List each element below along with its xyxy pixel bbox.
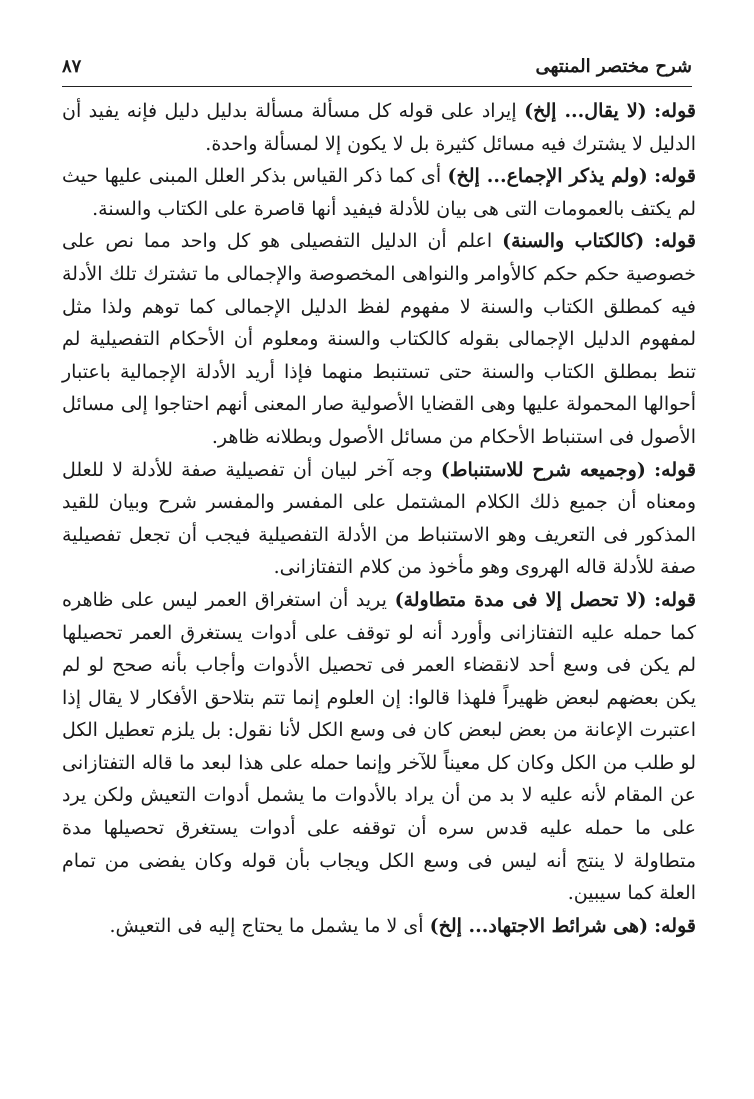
paragraph-2 [62,160,696,225]
paragraph-text: وجه آخر لبيان أن تفصيلية صفة للأدلة لا للعلل ومعناه أن جميع ذلك الكلام المشتمل على المفسر والمفسر شرح وبيان للقيد المذكور فى التعريف وهو الاستنباط من الأدلة التفصيلية فيجب أن تجعل تفصيلية صفة للأدلة قاله الهروى وهو مأخوذ من كلام التفتازانى. [62,458,696,579]
paragraph-label: قوله: [654,458,697,481]
body-text [62,95,696,942]
paragraph-text: إيراد على قوله كل مسألة مسألة بدليل دليل فإنه يفيد أن الدليل لا يشترك فيه مسائل كثيرة بل لا يكون إلا لمسألة واحدة. [62,100,696,155]
quoted-lemma: (كالكتاب والسنة) [502,230,645,253]
paragraph-label: قوله: [654,914,696,937]
paragraph-1 [62,95,696,160]
paragraph-3 [62,225,696,453]
paragraph-label: قوله: [654,100,696,122]
quoted-lemma: (هى شرائط الاجتهاد... إلخ) [429,914,649,937]
paragraph-text: اعلم أن الدليل التفصيلى هو كل واحد مما نص على خصوصية حكم حكم كالأوامر والنواهى المخصوصة والإجمالى ما تشترك تلك الأدلة فيه كمطلق الكتاب والسنة لا مفهوم لفظ الدليل الإجمالى كما توهم ولذا مثل لمفهوم الدليل الإجمالى بقوله كالكتاب والسنة ومعلوم أن الأحكام التفصيلية لم تنط بمطلق الكتاب والسنة حتى تستنبط منهما فإذا أريد الأدلة الإجمالية باعتبار أحوالها المحمولة عليها وهى القضايا الأصولية صار المعنى أنهم احتاجوا إلى مسائل الأصول فى استنباط الأحكام من مسائل الأصول وبطلانه ظاهر. [62,230,696,448]
quoted-lemma: (لا تحصل إلا فى مدة متطاولة) [394,588,647,611]
paragraph-4 [62,454,696,584]
paragraph-label: قوله: [654,165,696,188]
quoted-lemma: (وجميعه شرح للاستنباط) [440,458,646,481]
quoted-lemma: (ولم يذكر الإجماع... إلخ) [447,165,648,188]
running-title: شرح مختصر المنتهى [535,56,692,77]
quoted-lemma: (لا يقال... إلخ) [524,100,647,122]
page-number: ٨٧ [62,56,82,77]
running-header [62,52,692,87]
paragraph-text: أى لا ما يشمل ما يحتاج إليه فى التعيش. [109,914,424,937]
paragraph-5 [62,584,696,910]
paragraph-6 [62,910,696,943]
paragraph-text: أى كما ذكر القياس بذكر العلل المبنى عليها حيث لم يكتف بالعمومات التى هى بيان للأدلة فيفيد أنها قاصرة على الكتاب والسنة. [62,165,696,220]
paragraph-label: قوله: [654,588,696,611]
paragraph-text: يريد أن استغراق العمر ليس على ظاهره كما حمله عليه التفتازانى وأورد أنه لو توقف على أدوات يستغرق العمر تحصيلها لم يكن فى وسع أحد لانقضاء العمر فى تحصيل الأدوات وأجاب بأنه صحح لو لم يكن بعضهم لبعض ظهيراً فلهذا قالوا: إن العلوم إنما تتم بتلاحق الأفكار لا يقال إذا اعتبرت الإعانة من بعض لبعض كان فى وسع الكل لأنا نقول: بل يلزم تعطيل الكل لو طلب من الكل وكان كل معيناً للآخر وإنما حمله على هذا لبعد ما قاله التفتازانى عن المقام لأنه عليه لا بد من أن يراد بالأدوات ما يشمل أدوات التعيش ولكن يرد على ما حمله عليه قدس سره أن توقفه على أدوات يستغرق تحصيلها مدة متطاولة لا ينتج أنه ليس فى وسع الكل ويجاب بأن قوله وكان يفضى من تمام العلة كما سيبين. [62,588,696,905]
paragraph-label: قوله: [654,230,696,253]
